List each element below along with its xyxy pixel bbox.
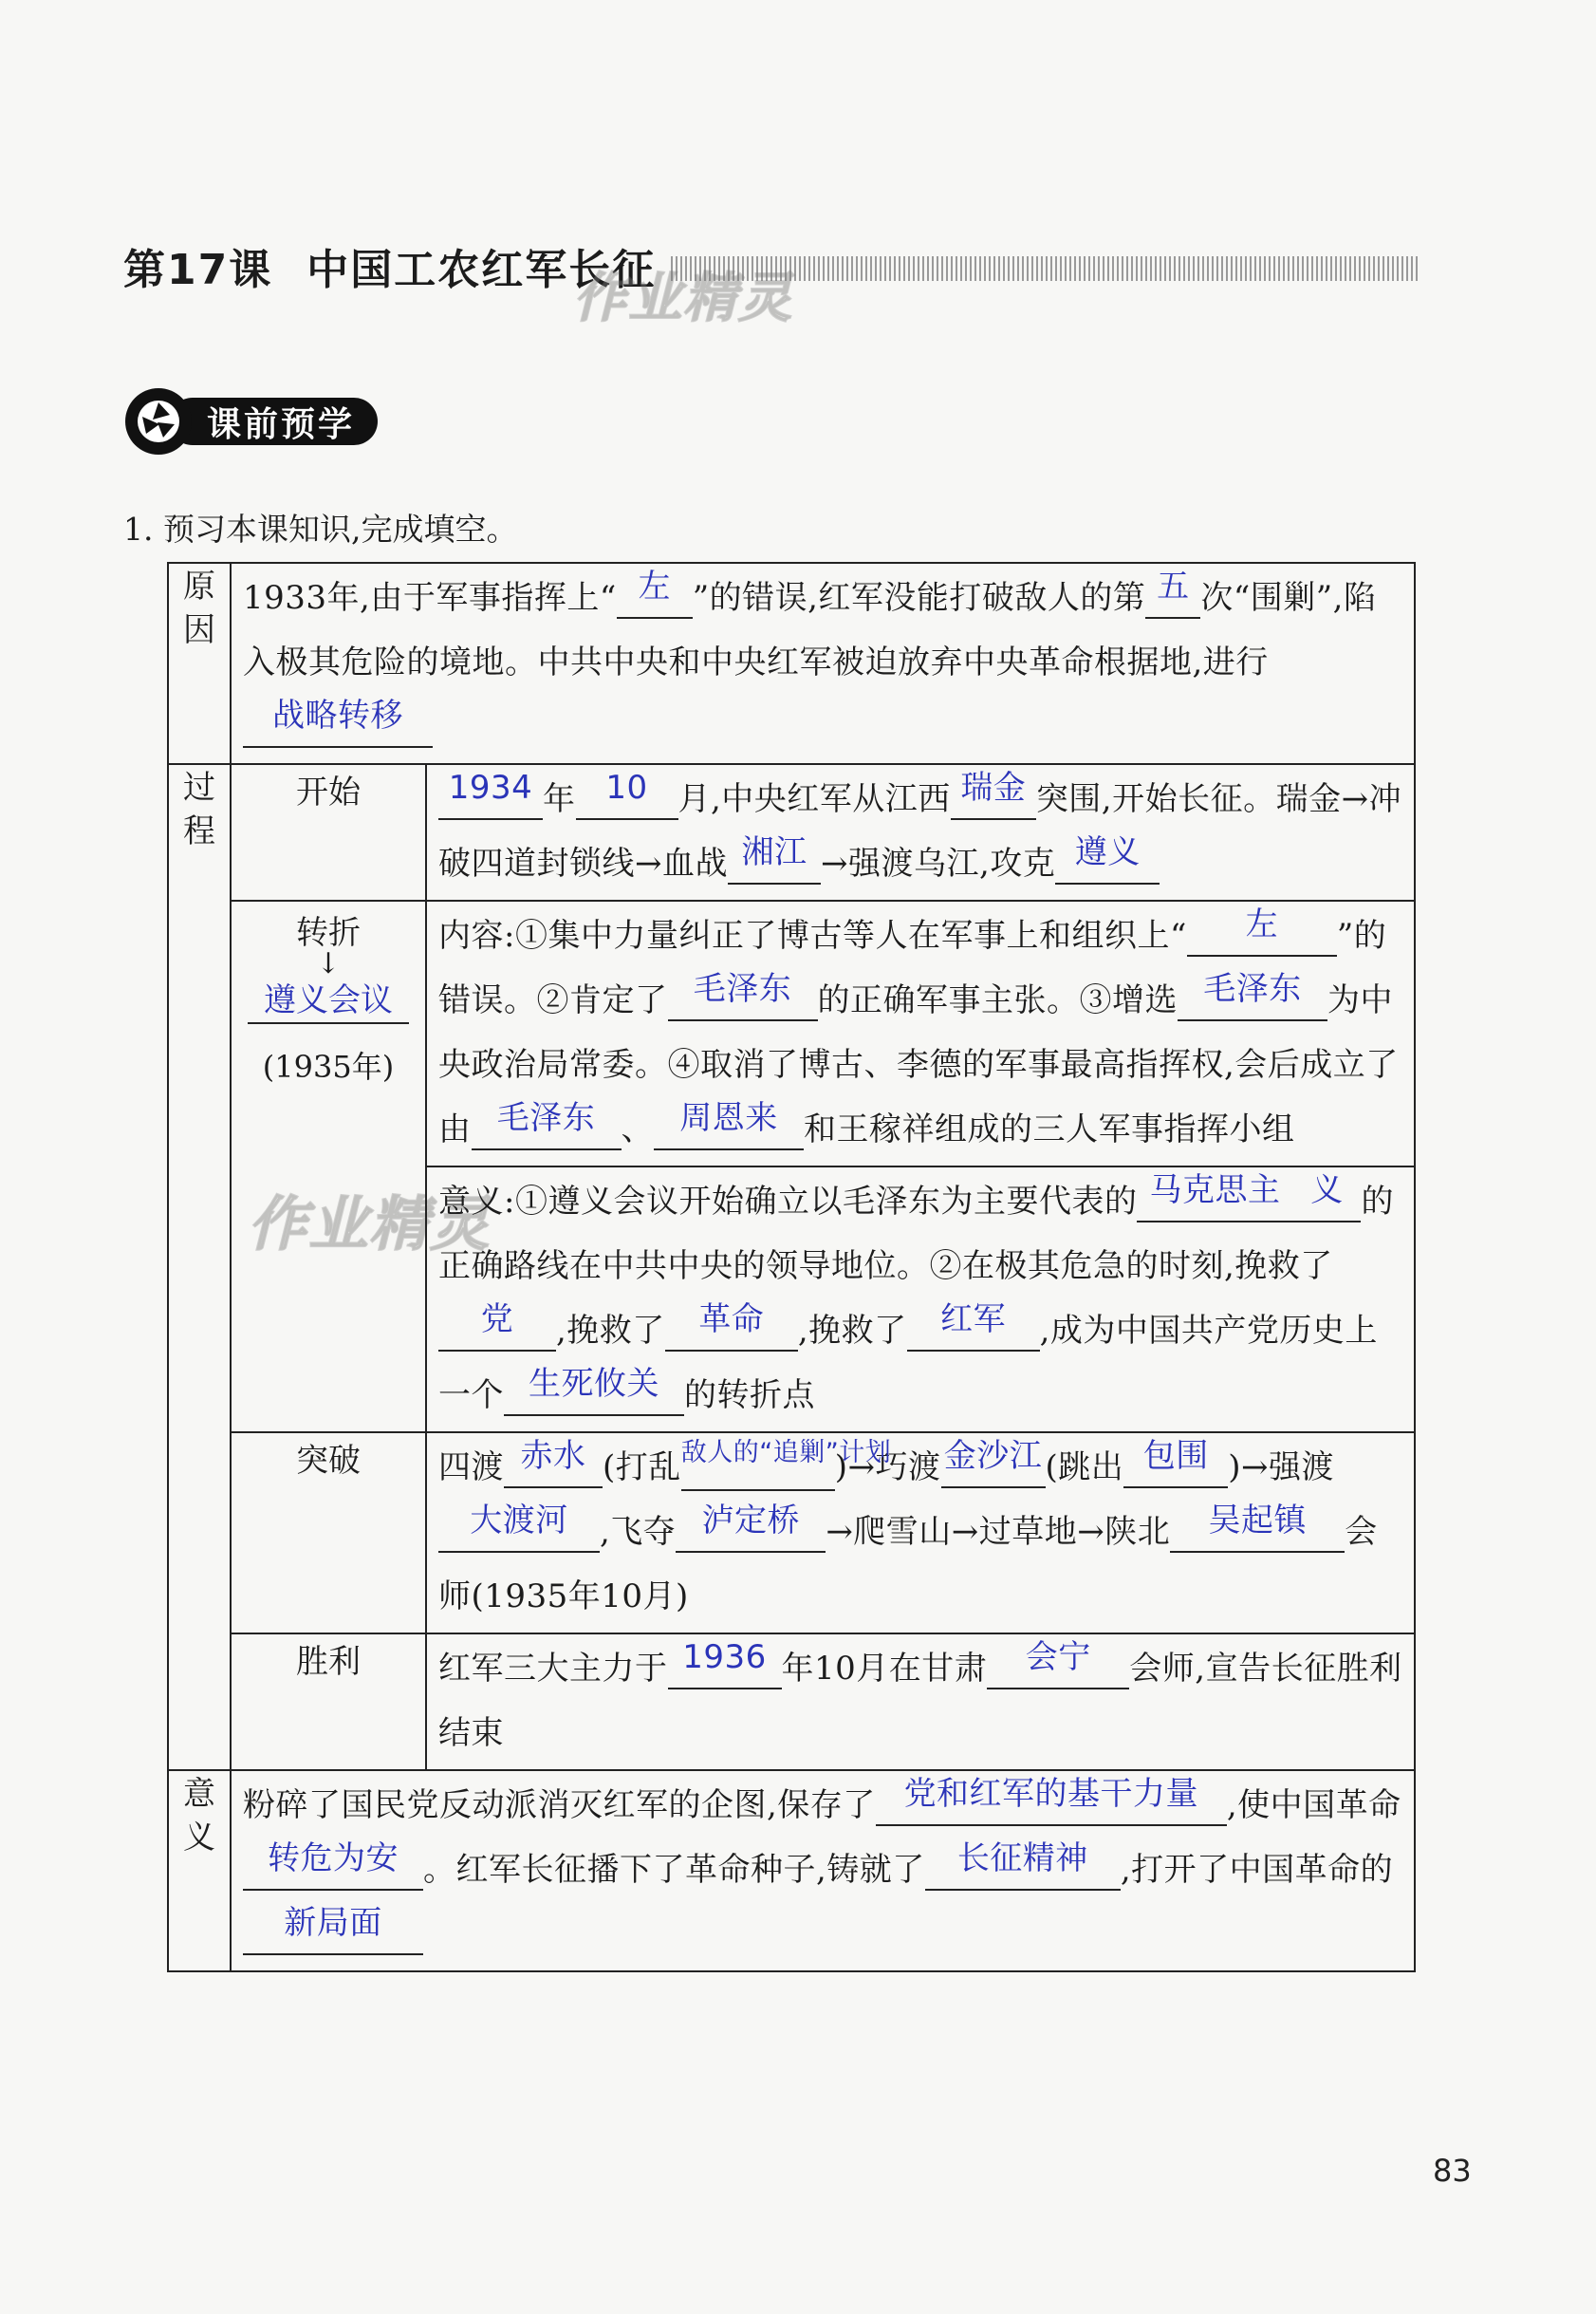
blank[interactable]: 革命 (665, 1312, 798, 1352)
blank[interactable]: 周恩来 (654, 1110, 804, 1150)
turn-meaning: 意义:①遵义会议开始确立以毛泽东为主要代表的 马克思主 义 的正确路线在中共中央的领导地位。②在极其危急的时刻,挽救了党 ,挽救了 革命 ,挽救了 红军 ,成为中国共产党历史上一个 生死攸关 的转折点 (426, 1166, 1415, 1432)
blank[interactable]: 义 (1292, 1183, 1361, 1222)
blank[interactable]: 党和红军的基干力量 (876, 1786, 1227, 1826)
blank[interactable]: 遵义 (1055, 845, 1160, 885)
turn-year: (1935年) (262, 1049, 395, 1085)
table-row (168, 901, 1415, 1166)
blank[interactable]: 包围 (1123, 1448, 1228, 1488)
blank[interactable]: 长征精神 (925, 1851, 1121, 1891)
blank[interactable]: 泸定桥 (676, 1513, 826, 1553)
blank[interactable]: 会宁 (987, 1650, 1129, 1689)
cause-content: 1933年,由于军事指挥上“ 左 ”的错误,红军没能打破敌人的第 五 次“围剿”,陷入极其危险的境地。中共中央和中央红军被迫放弃中央革命根据地,进行战略转移 (231, 563, 1415, 764)
blank[interactable]: 瑞金 (951, 780, 1036, 820)
knowledge-table (167, 562, 1416, 1972)
lesson-name: 中国工农红军长征 (306, 246, 657, 294)
blank[interactable]: 毛泽东 (668, 981, 818, 1021)
blank[interactable]: 赤水 (504, 1448, 603, 1488)
lesson-title (123, 235, 656, 296)
turn-label: 转折 (296, 914, 361, 952)
watermark: 作业精灵 (569, 268, 806, 329)
question-text: 1. 预习本课知识,完成填空。 (123, 511, 518, 548)
blank[interactable]: 10 (576, 780, 678, 820)
blank[interactable]: 红军 (907, 1312, 1040, 1352)
start-content: 1934 年 10 月,中央红军从江西 瑞金 突围,开始长征。瑞金→冲破四道封锁线→血战 湘江 →强渡乌江,攻克 遵义 (426, 764, 1415, 901)
page-number: 83 (1433, 2153, 1472, 2189)
stage-breakthrough: 突破 (231, 1432, 426, 1633)
table-row (168, 764, 1415, 901)
lesson-number: 第17课 (123, 246, 273, 294)
section-label: 课前预学 (169, 398, 378, 445)
stage-start: 开始 (231, 764, 426, 901)
blank[interactable]: 党 (438, 1312, 556, 1352)
row-head-significance: 意义 (168, 1770, 231, 1971)
title-decoration-bar (671, 256, 1420, 281)
stage-victory: 胜利 (231, 1633, 426, 1770)
blank[interactable]: 生死攸关 (504, 1376, 684, 1416)
row-head-cause: 原因 (168, 563, 231, 764)
breakthrough-content: 四渡 赤水 (打乱$^{敌人的“追剿”计划}$)→巧渡金沙江(跳出 包围 )→强渡大渡河 ,飞夺 泸定桥 →爬雪山→过草地→陕北 吴起镇 会师(1935年10月) (426, 1432, 1415, 1633)
blank[interactable]: 1936 (668, 1650, 782, 1689)
arrow-down-icon: ↓ (316, 947, 341, 980)
blank[interactable]: 大渡河 (438, 1513, 600, 1553)
blank[interactable]: 五 (1145, 579, 1200, 619)
blank[interactable]: 毛泽东 (472, 1110, 622, 1150)
blank[interactable]: 吴起镇 (1170, 1513, 1345, 1553)
section-badge (125, 391, 395, 452)
table-row (168, 1432, 1415, 1633)
table-row (168, 1770, 1415, 1971)
blank[interactable]: 马克思主 (1137, 1183, 1292, 1222)
blank[interactable]: 战略转移 (243, 708, 433, 748)
blank[interactable]: 左 (1187, 917, 1337, 957)
table-row (168, 563, 1415, 764)
significance-content: 粉碎了国民党反动派消灭红军的企图,保存了 党和红军的基干力量 ,使中国革命转危为安 。红军长征播下了革命种子,铸就了 长征精神 ,打开了中国革命的新局面 (231, 1770, 1415, 1971)
blank[interactable]: 新局面 (243, 1915, 423, 1955)
blank[interactable]: 1934 (438, 780, 543, 820)
blank[interactable]: 毛泽东 (1178, 981, 1327, 1021)
blank[interactable]: 湘江 (728, 845, 821, 885)
aperture-icon (125, 388, 192, 455)
table-row (168, 1633, 1415, 1770)
blank[interactable]: 遵义会议 (248, 976, 409, 1024)
blank[interactable]: 金沙江 (941, 1448, 1046, 1488)
stage-turn (231, 901, 426, 1432)
blank[interactable]: 敌人的“追剿”计划 (681, 1448, 835, 1491)
row-head-process: 过程 (168, 764, 231, 1770)
watermark: 作业精灵 (244, 1189, 505, 1259)
victory-content: 红军三大主力于 1936 年10月在甘肃 会宁 会师,宣告长征胜利结束 (426, 1633, 1415, 1770)
blank[interactable]: 左 (617, 579, 693, 619)
blank[interactable]: 转危为安 (243, 1851, 423, 1891)
lesson-header (123, 242, 1420, 294)
turn-content: 内容:①集中力量纠正了博古等人在军事上和组织上“ 左 ”的错误。②肯定了 毛泽东 的正确军事主张。③增选 毛泽东 为中央政治局常委。④取消了博古、李德的军事最高指挥权,会后成立了由 毛泽东 、 周恩来 和王稼祥组成的三人军事指挥小组 (426, 901, 1415, 1166)
